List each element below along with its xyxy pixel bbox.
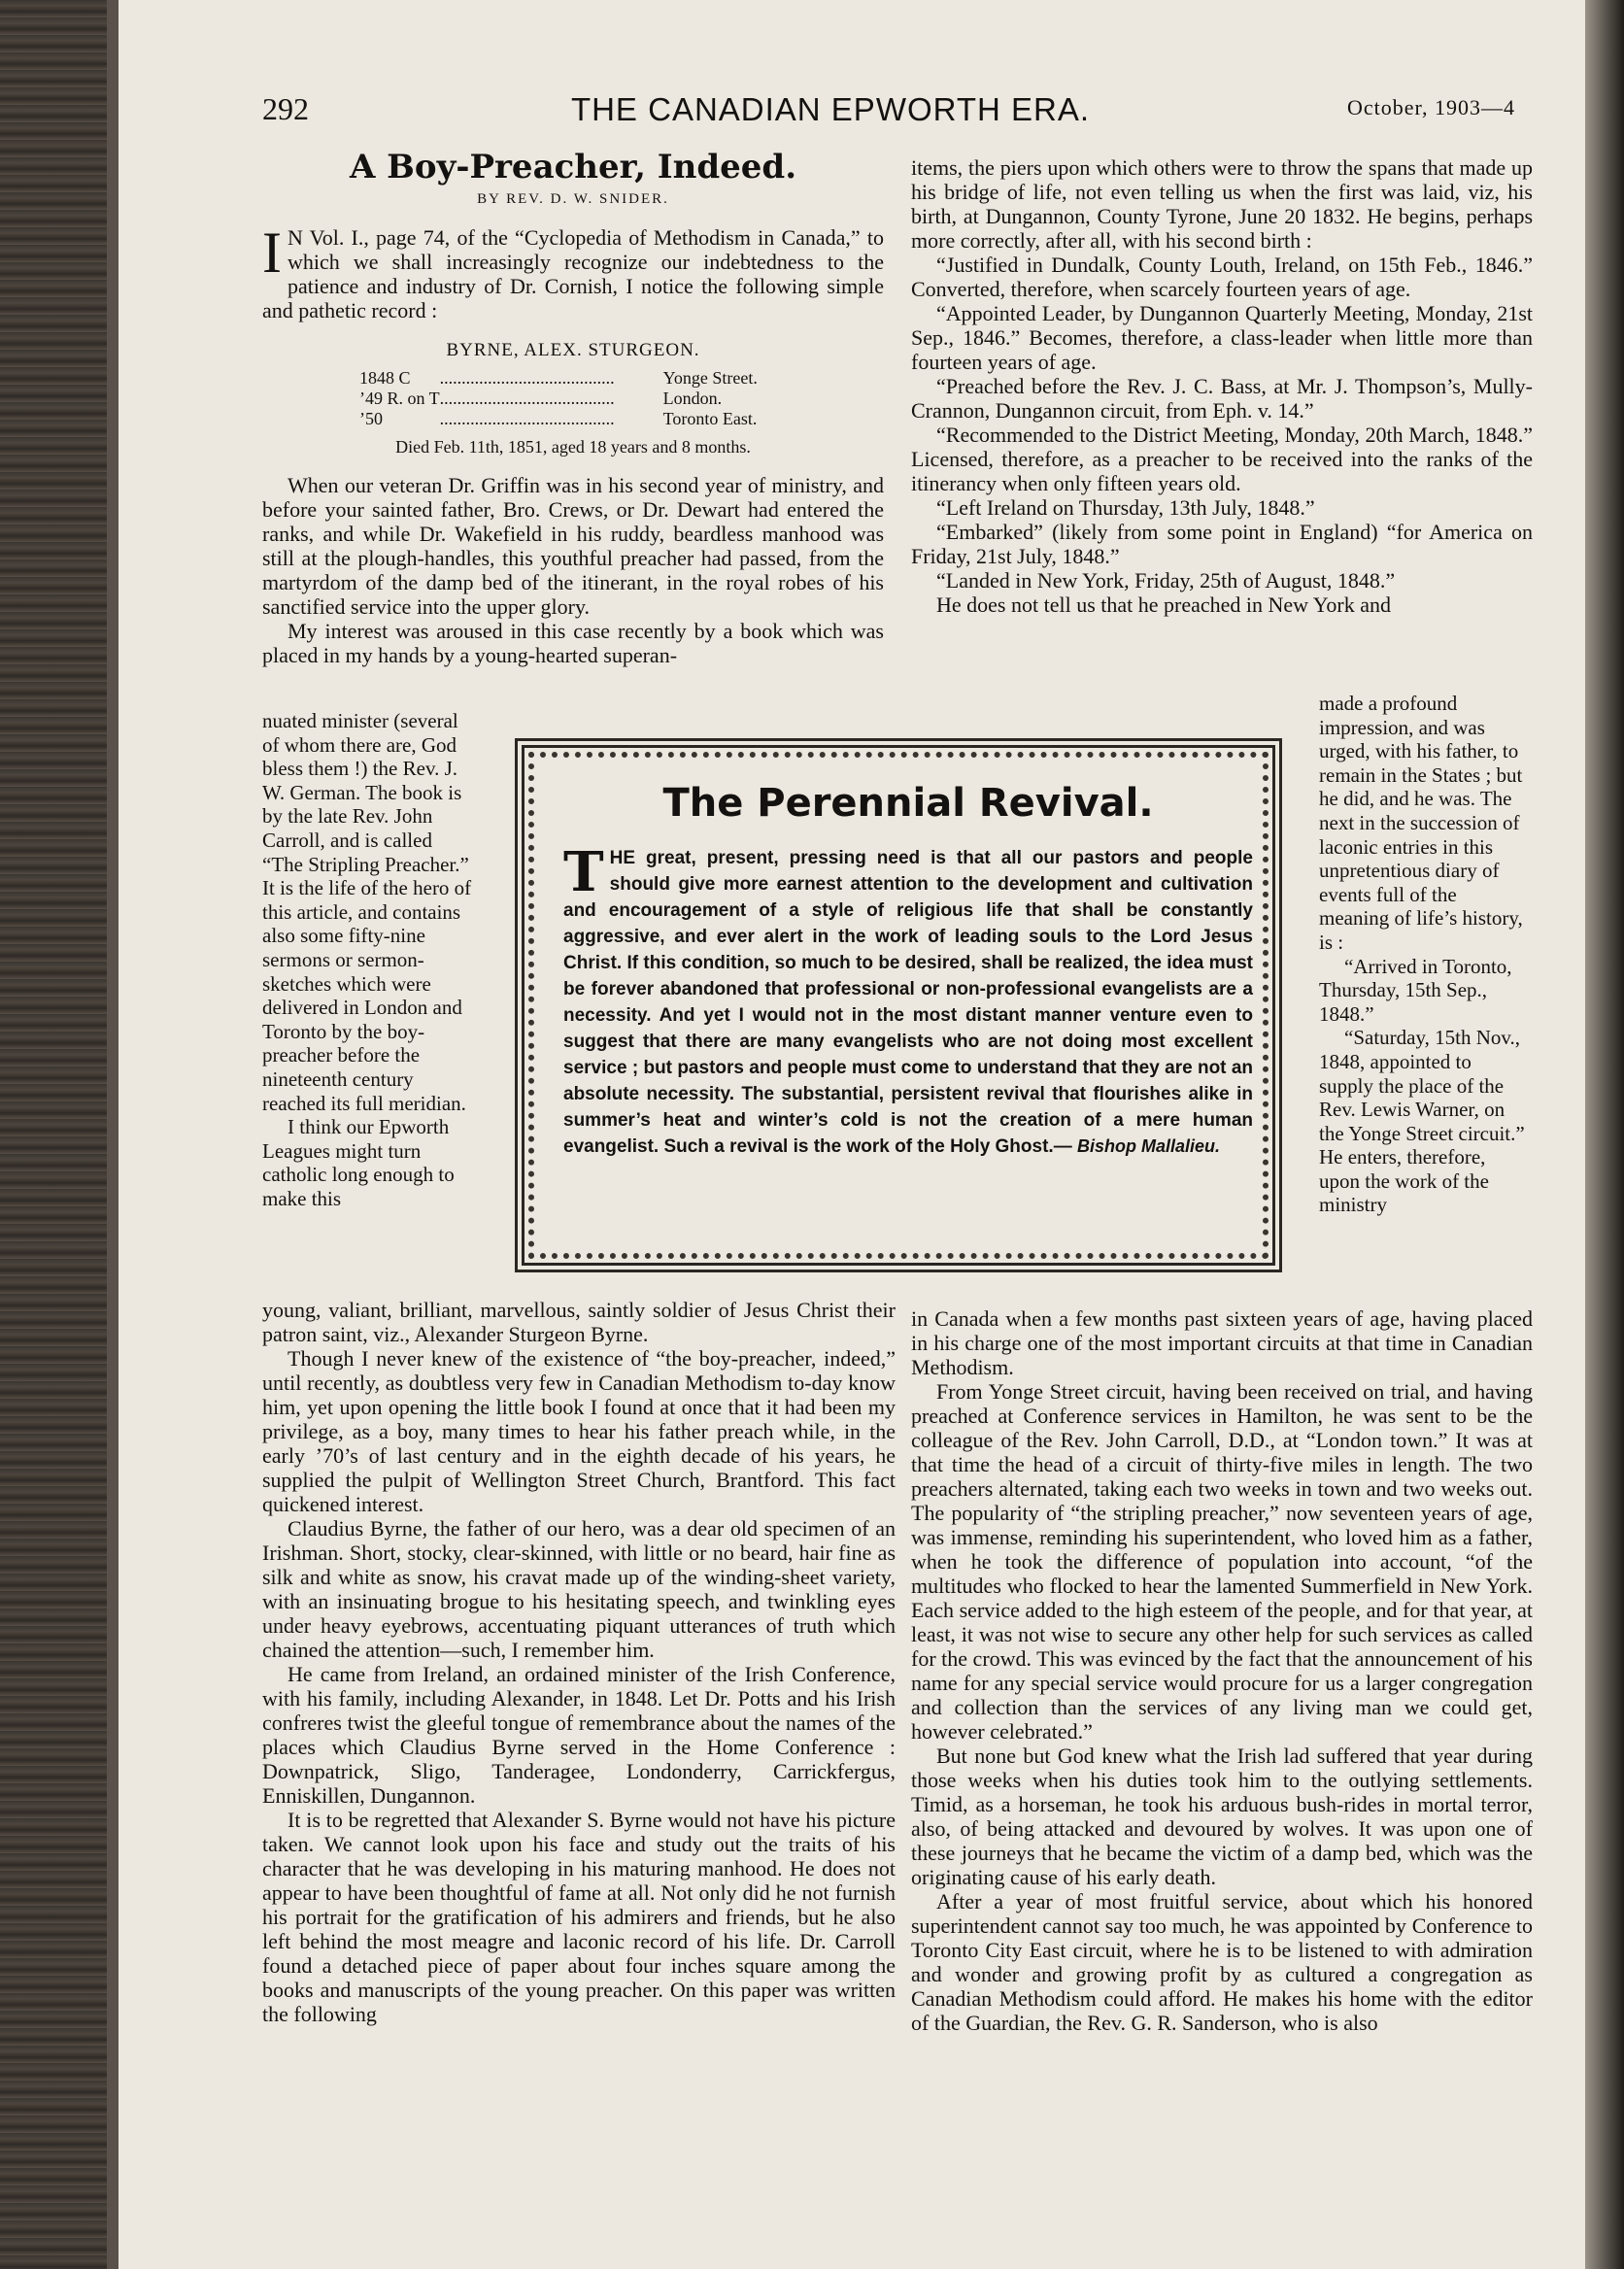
- paragraph: Though I never knew of the existence of “the boy-preacher, indeed,” until recently, as doubtless very few in Canadian Methodism to-day know him, yet upon opening the little book I found at once that it had been my privilege, as a boy, many times to hear his father preach while, in the early ’70’s of last century and in the eighth decade of his years, he supplied the pulpit of Wellington Street Church, Brantford. This fact quickened interest.: [262, 1346, 896, 1516]
- drop-cap: I: [262, 220, 282, 285]
- paragraph: made a profound impression, and was urged, with his father, to remain in the States ; but he did, and he was. The next in the succession of laconic entries in this unpretentious diary of events full of the meaning of life’s history, is :: [1319, 692, 1523, 954]
- paragraph: “Preached before the Rev. J. C. Bass, at Mr. J. Thompson’s, Mully-Crannon, Dungannon circuit, from Eph. v. 14.”: [911, 374, 1533, 423]
- record-row: ’50 ........................................ Toronto East.: [359, 409, 758, 428]
- record-row: ’49 R. on T ........................................ London.: [359, 389, 723, 408]
- page-number: 292: [262, 91, 309, 126]
- record-table: [359, 368, 758, 429]
- paragraph: Claudius Byrne, the father of our hero, was a dear old specimen of an Irishman. Short, stocky, clear-skinned, with little or no beard, hair fine as silk and white as snow, his cravat made up of the winding-sheet variety, with an insinuating brogue to his hesitating speech, and twinkling eyes under heavy eyebrows, accentuating piquant utterances of truth which chained the attention—such, I remember him.: [262, 1516, 896, 1662]
- paragraph: I think our Epworth Leagues might turn catholic long enough to make this: [262, 1115, 455, 1210]
- paragraph: But none but God knew what the Irish lad suffered that year during those weeks when his duties took him to the outlying settlements. Timid, as a horseman, he took his arduous bush-rides in mortal terror, also, of being attacked and devoured by wolves. It was upon one of these journeys that he became the victim of a damp bed, which was the originating cause of his early death.: [911, 1744, 1533, 1889]
- page-edge: [107, 0, 118, 2269]
- issue-date: October, 1903—4: [1347, 95, 1515, 119]
- article-byline: BY REV. D. W. SNIDER.: [477, 191, 669, 207]
- paragraph: “Appointed Leader, by Dungannon Quarterly Meeting, Monday, 21st Sep., 1846.” Becomes, therefore, a class-leader when little more than fourteen years of age.: [911, 301, 1533, 374]
- right-narrow-column: [1319, 692, 1527, 1217]
- left-column-top: [262, 148, 884, 667]
- gutter-shadow: [1585, 0, 1624, 2269]
- publication-title: THE CANADIAN EPWORTH ERA.: [570, 91, 1091, 127]
- paragraph: nuated minister (several of whom there are, God bless them !) the Rev. J. W. German. The book is by the late Rev. John Carroll, and is called “The Stripling Preacher.” It is the life of the hero of this article, and contains also some fifty-nine sermons or sermon-sketches which were delivered in London and Toronto by the boy-preacher before the nineteenth century reached its full meridian.: [262, 709, 472, 1115]
- intro-paragraph: I N Vol. I., page 74, of the “Cyclopedia of Methodism in Canada,” to which we shall increasingly recognize our indebtedness to the patience and industry of Dr. Cornish, I notice the following simple and pathetic record :: [262, 220, 884, 322]
- right-column-top: [911, 155, 1533, 617]
- perennial-revival-box: [515, 738, 1282, 1272]
- paragraph: items, the piers upon which others were to throw the spans that made up his bridge of life, not even telling us when the first was laid, viz, his birth, at Dungannon, County Tyrone, June 20 1832. He begins, perhaps more correctly, after all, with his second birth :: [911, 155, 1533, 253]
- running-header: [146, 91, 1515, 130]
- paragraph: in Canada when a few months past sixteen years of age, having placed in his charge one of the most important circuits at that time in Canadian Methodism.: [911, 1306, 1533, 1379]
- left-column-bottom: [262, 1298, 896, 2026]
- paragraph: “Left Ireland on Thursday, 13th July, 1848.”: [936, 495, 1315, 520]
- record-died: Died Feb. 11th, 1851, aged 18 years and 8 months.: [395, 437, 751, 457]
- paragraph: “Landed in New York, Friday, 25th of August, 1848.”: [936, 568, 1396, 593]
- box-content: [563, 781, 1253, 1160]
- paragraph: young, valiant, brilliant, marvellous, saintly soldier of Jesus Christ their patron saint, viz., Alexander Sturgeon Byrne.: [262, 1298, 896, 1346]
- record-row: 1848 C ........................................ Yonge Street.: [359, 368, 758, 388]
- left-narrow-column: [262, 709, 478, 1210]
- paragraph: “Recommended to the District Meeting, Monday, 20th March, 1848.” Licensed, therefore, as a preacher to be received into the ranks of the itinerancy when only fifteen years old.: [911, 423, 1533, 495]
- paragraph: My interest was aroused in this case recently by a book which was placed in my hands by a young-hearted superan-: [262, 619, 884, 667]
- box-text: THE great, present, pressing need is that all our pastors and people should give more earnest attention to the development and cultivation and encouragement of a style of religious life that shall be constantly aggressive, and ever alert in the work of leading souls to the Lord Jesus Christ. If this condition, so much to be desired, shall be realized, the idea must be forever abandoned that professional or non-professional evangelists are a necessity. And yet I would not in the most distant manner venture even to suggest that there are many evangelists who are not doing most excellent service ; but pastors and people must come to understand that they are not an absolute necessity. The substantial, persistent revival that flourishes alike in summer’s heat and winter’s cold is not the creation of a mere human evangelist. Such a revival is the work of the Holy Ghost.— Bishop Mallalieu.: [563, 840, 1253, 1157]
- box-title: The Perennial Revival.: [662, 781, 1154, 826]
- book-binding: [0, 0, 107, 2269]
- record-name: BYRNE, ALEX. STURGEON.: [446, 340, 700, 360]
- paragraph: “Arrived in Toronto, Thursday, 15th Sep., 1848.”: [1319, 954, 1512, 1026]
- paragraph: He does not tell us that he preached in New York and: [936, 593, 1392, 617]
- paragraph: From Yonge Street circuit, having been received on trial, and having preached at Conference services in Hamilton, he was sent to be the colleague of the Rev. John Carroll, D.D., at “London town.” It was at that time the head of a circuit of thirty-five miles in length. The two preachers alternated, taking each two weeks in town and two weeks out. The popularity of “the stripling preacher,” now seventeen years of age, was immense, reminding his superintendent, who loved him as a father, when he took the difference of population into account, “of the multitudes who flocked to hear the lamented Summerfield in New York. Each service added to the high esteem of the people, and for that year, at least, it was not wise to secure any other help for such services as called for the crowd. This was evinced by the fact that the announcement of his name for any special service would procure for us a larger congregation and collection than the services of any living man we could get, however celebrated.”: [911, 1379, 1533, 1744]
- paragraph: “Justified in Dundalk, County Louth, Ireland, on 15th Feb., 1846.” Converted, therefore, when scarcely fourteen years of age.: [911, 253, 1533, 301]
- paragraph: “Saturday, 15th Nov., 1848, appointed to supply the place of the Rev. Lewis Warner, on the Yonge Street circuit.” He enters, therefore, upon the work of the ministry: [1319, 1026, 1525, 1217]
- paragraph: “Embarked” (likely from some point in England) “for America on Friday, 21st July, 1848.”: [911, 520, 1533, 568]
- right-column-bottom: [911, 1306, 1533, 2035]
- paragraph: It is to be regretted that Alexander S. Byrne would not have his picture taken. We cannot look upon his face and study out the traits of his character that he was developing in his maturing manhood. He does not appear to have been thoughtful of fame at all. Not only did he not furnish his portrait for the gratification of his admirers and friends, but he also left behind the most meagre and laconic record of his life. Dr. Carroll found a detached piece of paper about four inches square among the books and manuscripts of the young preacher. On this paper was written the following: [262, 1808, 896, 2026]
- box-signature: Bishop Mallalieu.: [1076, 1136, 1221, 1156]
- article-title: A Boy-Preacher, Indeed.: [349, 148, 797, 186]
- paragraph: He came from Ireland, an ordained minister of the Irish Conference, with his family, including Alexander, in 1848. Let Dr. Potts and his Irish confreres twist the gleeful tongue of remembrance about the names of the places which Claudius Byrne served in the Home Conference : Downpatrick, Sligo, Tanderagee, Londonderry, Carrickfergus, Enniskillen, Dungannon.: [262, 1662, 896, 1808]
- paragraph: After a year of most fruitful service, about which his honored superintendent cannot say too much, he was appointed by Conference to Toronto City East circuit, where he is to be listened to with admiration and wonder and growing profit by as cultured a congregation as Canadian Methodism could afford. He makes his home with the editor of the Guardian, the Rev. G. R. Sanderson, who is also: [911, 1889, 1533, 2035]
- paragraph: When our veteran Dr. Griffin was in his second year of ministry, and before your sainted father, Bro. Crews, or Dr. Dewart had entered the ranks, and while Dr. Wakefield in his ruddy, beardless manhood was still at the plough-handles, this youthful preacher had passed, from the martyrdom of the damp bed of the itinerant, in the royal robes of his sanctified service into the upper glory.: [262, 473, 884, 619]
- box-drop-cap: T: [563, 840, 604, 904]
- cyclopedia-record: [262, 338, 884, 459]
